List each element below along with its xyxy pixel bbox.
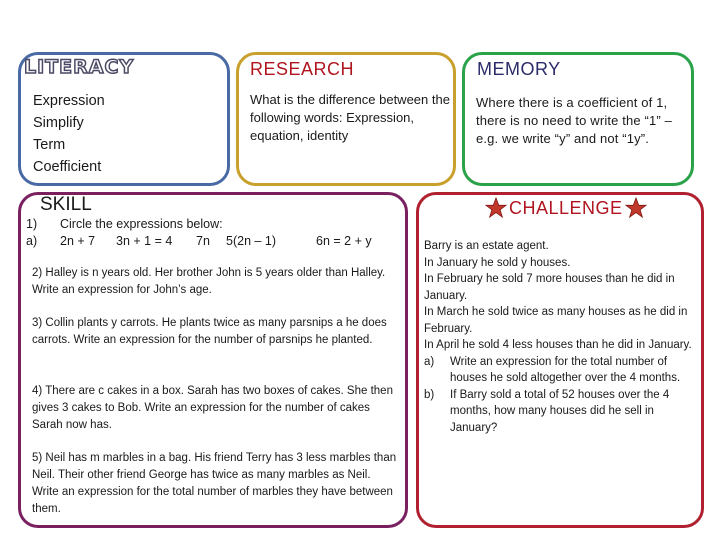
challenge-part-b: [424, 387, 696, 437]
challenge-line: In April he sold 4 less houses than he did in January.: [424, 339, 692, 351]
sub-label: a): [26, 234, 38, 248]
challenge-title: CHALLENGE: [509, 197, 623, 218]
challenge-text: [424, 238, 696, 436]
literacy-keyword-list: [33, 90, 105, 178]
expression-option: 6n = 2 + y: [316, 234, 372, 248]
research-title: RESEARCH: [250, 59, 355, 79]
skill-question-3: 3) Collin plants y carrots. He plants twice as many parsnips a he does carrots. Write an expression for the number of parsnips he planted.: [32, 317, 387, 346]
skill-question-1: [26, 216, 372, 250]
keyword-item: Expression: [33, 93, 105, 109]
question-number: 1): [26, 217, 38, 231]
keyword-item: Term: [33, 137, 66, 153]
challenge-part-a: [424, 354, 696, 387]
part-label: a): [424, 355, 435, 368]
research-text: What is the difference between the following words: Expression, equation, identity: [250, 92, 450, 143]
challenge-line: In March he sold twice as many houses as he did in February.: [424, 306, 688, 335]
challenge-line: In January he sold y houses.: [424, 256, 571, 269]
keyword-item: Coefficient: [33, 159, 102, 175]
question-text: Circle the expressions below:: [60, 217, 223, 231]
expression-option: 7n: [196, 234, 210, 248]
keyword-item: Simplify: [33, 115, 84, 131]
expression-option: 2n + 7: [60, 234, 96, 248]
literacy-title: LITERACY: [24, 56, 135, 78]
part-text: If Barry sold a total of 52 houses over the 4 months, how many houses did he sell in January?: [450, 388, 670, 434]
star-icon: [625, 197, 647, 219]
memory-text: Where there is a coefficient of 1, there is no need to write the “1” – e.g. we write “y” and not “1y”.: [476, 95, 673, 146]
skill-question-4: 4) There are c cakes in a box. Sarah has two boxes of cakes. She then gives 3 cakes to Bob. Write an expression for the number of cakes Sarah now has.: [32, 385, 393, 431]
expression-option: 3n + 1 = 4: [116, 234, 173, 248]
challenge-header: [485, 197, 647, 219]
part-text: Write an expression for the total number of houses he sold altogether over the 4 months.: [450, 355, 681, 384]
expression-option: 5(2n – 1): [226, 234, 277, 248]
challenge-line: Barry is an estate agent.: [424, 240, 549, 252]
skill-title: SKILL: [40, 194, 92, 215]
star-icon: [485, 197, 507, 219]
memory-title: MEMORY: [477, 59, 561, 79]
part-label: b): [424, 388, 435, 401]
skill-question-5: 5) Neil has m marbles in a bag. His friend Terry has 3 less marbles than Neil. Their other friend George has twice as many marbles as Neil. Write an expression for the total number of marbles they have between them.: [32, 452, 397, 515]
challenge-line: In February he sold 7 more houses than he did in January.: [424, 273, 675, 302]
skill-question-2: 2) Halley is n years old. Her brother John is 5 years older than Halley. Write an expression for John’s age.: [32, 267, 386, 296]
